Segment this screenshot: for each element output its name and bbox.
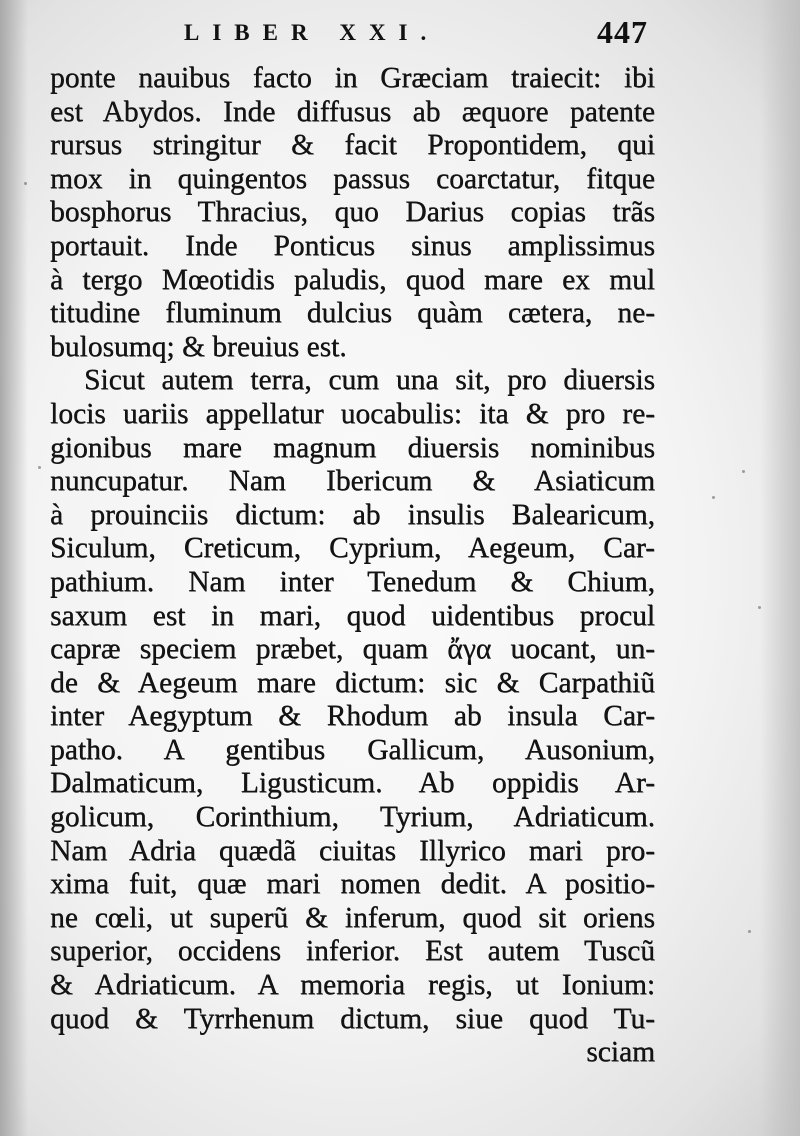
paragraph-end-line: bulosumq; & breuius est. bbox=[50, 330, 347, 363]
text-line: superior, occidens inferior. Est autem Tuscũ bbox=[50, 935, 655, 968]
text-line: Dalmaticum, Ligusticum. Ab oppidis Ar- bbox=[50, 767, 655, 800]
text-line: à tergo Mœotidis paludis, quod mare ex mul bbox=[50, 263, 655, 296]
text-line: gionibus mare magnum diuersis nominibus bbox=[50, 431, 655, 464]
paper-speck bbox=[748, 930, 751, 933]
text-line: nuncupatur. Nam Ibericum & Asiaticum bbox=[50, 465, 655, 498]
text-block bbox=[50, 62, 655, 1070]
paper-speck bbox=[38, 466, 41, 469]
text-line: quod & Tyrrhenum dictum, siue quod Tu- bbox=[50, 1002, 655, 1035]
text-line: ponte nauibus facto in Græciam traiecit: ibi bbox=[50, 62, 655, 94]
text-line: ne cœli, ut superũ & inferum, quod sit oriens bbox=[50, 901, 655, 934]
paper-speck bbox=[712, 496, 715, 499]
text-line: mox in quingentos passus coarctatur, fitque bbox=[50, 162, 655, 195]
paragraph-start-line: Sicut autem terra, cum una sit, pro diuersis bbox=[84, 364, 655, 397]
text-line: titudine fluminum dulcius quàm cætera, ne- bbox=[50, 297, 655, 330]
text-line: bosphorus Thracius, quo Darius copias trãs bbox=[50, 196, 655, 229]
paper-speck bbox=[758, 606, 761, 609]
page-number: 447 bbox=[597, 14, 648, 50]
text-line: est Abydos. Inde diffusus ab æquore patente bbox=[50, 95, 655, 128]
text-line: golicum, Corinthium, Tyrium, Adriaticum. bbox=[50, 801, 655, 834]
page-edge-shadow bbox=[760, 0, 800, 1136]
paper-speck bbox=[742, 470, 745, 473]
catchword: sciam bbox=[586, 1036, 655, 1069]
text-line: pathium. Nam inter Tenedum & Chium, bbox=[50, 565, 655, 598]
text-line: locis uariis appellatur uocabulis: ita & pro re- bbox=[50, 397, 655, 430]
paper-speck bbox=[24, 182, 27, 185]
page-header bbox=[150, 14, 650, 54]
text-line: à prouinciis dictum: ab insulis Balearicum, bbox=[50, 498, 655, 531]
text-line: patho. A gentibus Gallicum, Ausonium, bbox=[50, 733, 655, 766]
gutter-shadow bbox=[0, 0, 28, 1136]
text-line: xima fuit, quæ mari nomen dedit. A positio- bbox=[50, 868, 655, 901]
text-line: inter Aegyptum & Rhodum ab insula Car- bbox=[50, 700, 655, 733]
text-line: portauit. Inde Ponticus sinus amplissimus bbox=[50, 229, 655, 262]
running-head: LIBER XXI. bbox=[184, 20, 440, 45]
text-line: saxum est in mari, quod uidentibus procul bbox=[50, 599, 655, 632]
text-line: Siculum, Creticum, Cyprium, Aegeum, Car- bbox=[50, 532, 655, 565]
text-line: & Adriaticum. A memoria regis, ut Ionium: bbox=[50, 969, 655, 1002]
text-line: capræ speciem præbet, quam ἄγα uocant, un- bbox=[50, 633, 655, 666]
text-line: rursus stringitur & facit Propontidem, qui bbox=[50, 129, 655, 162]
text-line: de & Aegeum mare dictum: sic & Carpathiũ bbox=[50, 666, 655, 699]
text-line: Nam Adria quædã ciuitas Illyrico mari pro- bbox=[50, 834, 655, 867]
